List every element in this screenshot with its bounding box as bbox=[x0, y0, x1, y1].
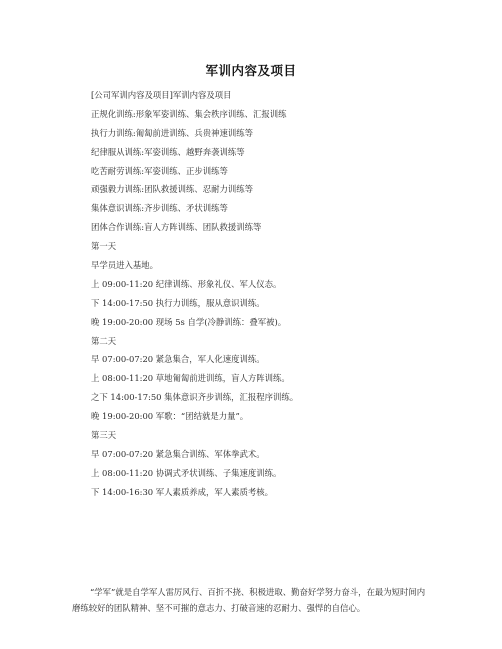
day-heading: 第一天 bbox=[91, 241, 117, 252]
text-line: [公司军训内容及项目]军训内容及项目 bbox=[91, 90, 232, 100]
schedule-line: 晚 19:00-20:00 军歌：“团结就是力量”。 bbox=[91, 411, 249, 422]
text-line: 顽强毅力训练:团队救援训练、忍耐力训练等 bbox=[91, 184, 253, 195]
text-line: 早学员进入基地。 bbox=[91, 260, 158, 271]
schedule-line: 下 14:00-16:30 军人素质养成，军人素质考核。 bbox=[91, 486, 274, 497]
schedule-line: 下 14:00-17:50 执行力训练，服从意识训练。 bbox=[91, 297, 265, 308]
schedule-line: 早 07:00-07:20 紧急集合训练、军体拳武术。 bbox=[91, 448, 265, 459]
schedule-line: 晚 19:00-20:00 现场 5s 自学(冷静训练：叠军被)。 bbox=[91, 316, 287, 327]
text-line: 吃苦耐劳训练:军姿训练、正步训练等 bbox=[91, 165, 228, 176]
text-line: 集体意识训练:齐步训练、矛状训练等 bbox=[91, 203, 228, 214]
text-line: 纪律服从训练:军姿训练、越野奔袭训练等 bbox=[91, 146, 245, 157]
closing-paragraph: “学军”就是自学军人雷厉风行、百折不挠、积极进取、勤奋好学努力奋斗，在最为短时间内磨练较好的团队精神、坚不可摧的意志力、打破音速的忍耐力、强悍的自信心。 bbox=[72, 587, 426, 613]
schedule-line: 上 09:00-11:20 纪律训练、形象礼仪、军人仪态。 bbox=[91, 278, 282, 289]
schedule-line: 上 08:00-11:20 草地匍匐前进训练，盲人方阵训练。 bbox=[91, 373, 290, 384]
document-body bbox=[91, 86, 421, 502]
schedule-line: 之下 14:00-17:50 集体意识齐步训练，汇报程序训练。 bbox=[91, 392, 299, 403]
schedule-line: 早 07:00-07:20 紧急集合，军人化速度训练。 bbox=[91, 354, 265, 365]
text-line: 执行力训练:匍匐前进训练、兵贵神速训练等 bbox=[91, 127, 253, 138]
document-title: 军训内容及项目 bbox=[205, 63, 297, 78]
day-heading: 第二天 bbox=[91, 335, 117, 346]
text-line: 正规化训练:形象军姿训练、集会秩序训练、汇报训练 bbox=[91, 108, 287, 119]
schedule-line: 上 08:00-11:20 协调式矛状训练、子集速度训练。 bbox=[91, 467, 282, 478]
day-heading: 第三天 bbox=[91, 430, 117, 441]
text-line: 团体合作训练:盲人方阵训练、团队救援训练等 bbox=[91, 222, 262, 233]
